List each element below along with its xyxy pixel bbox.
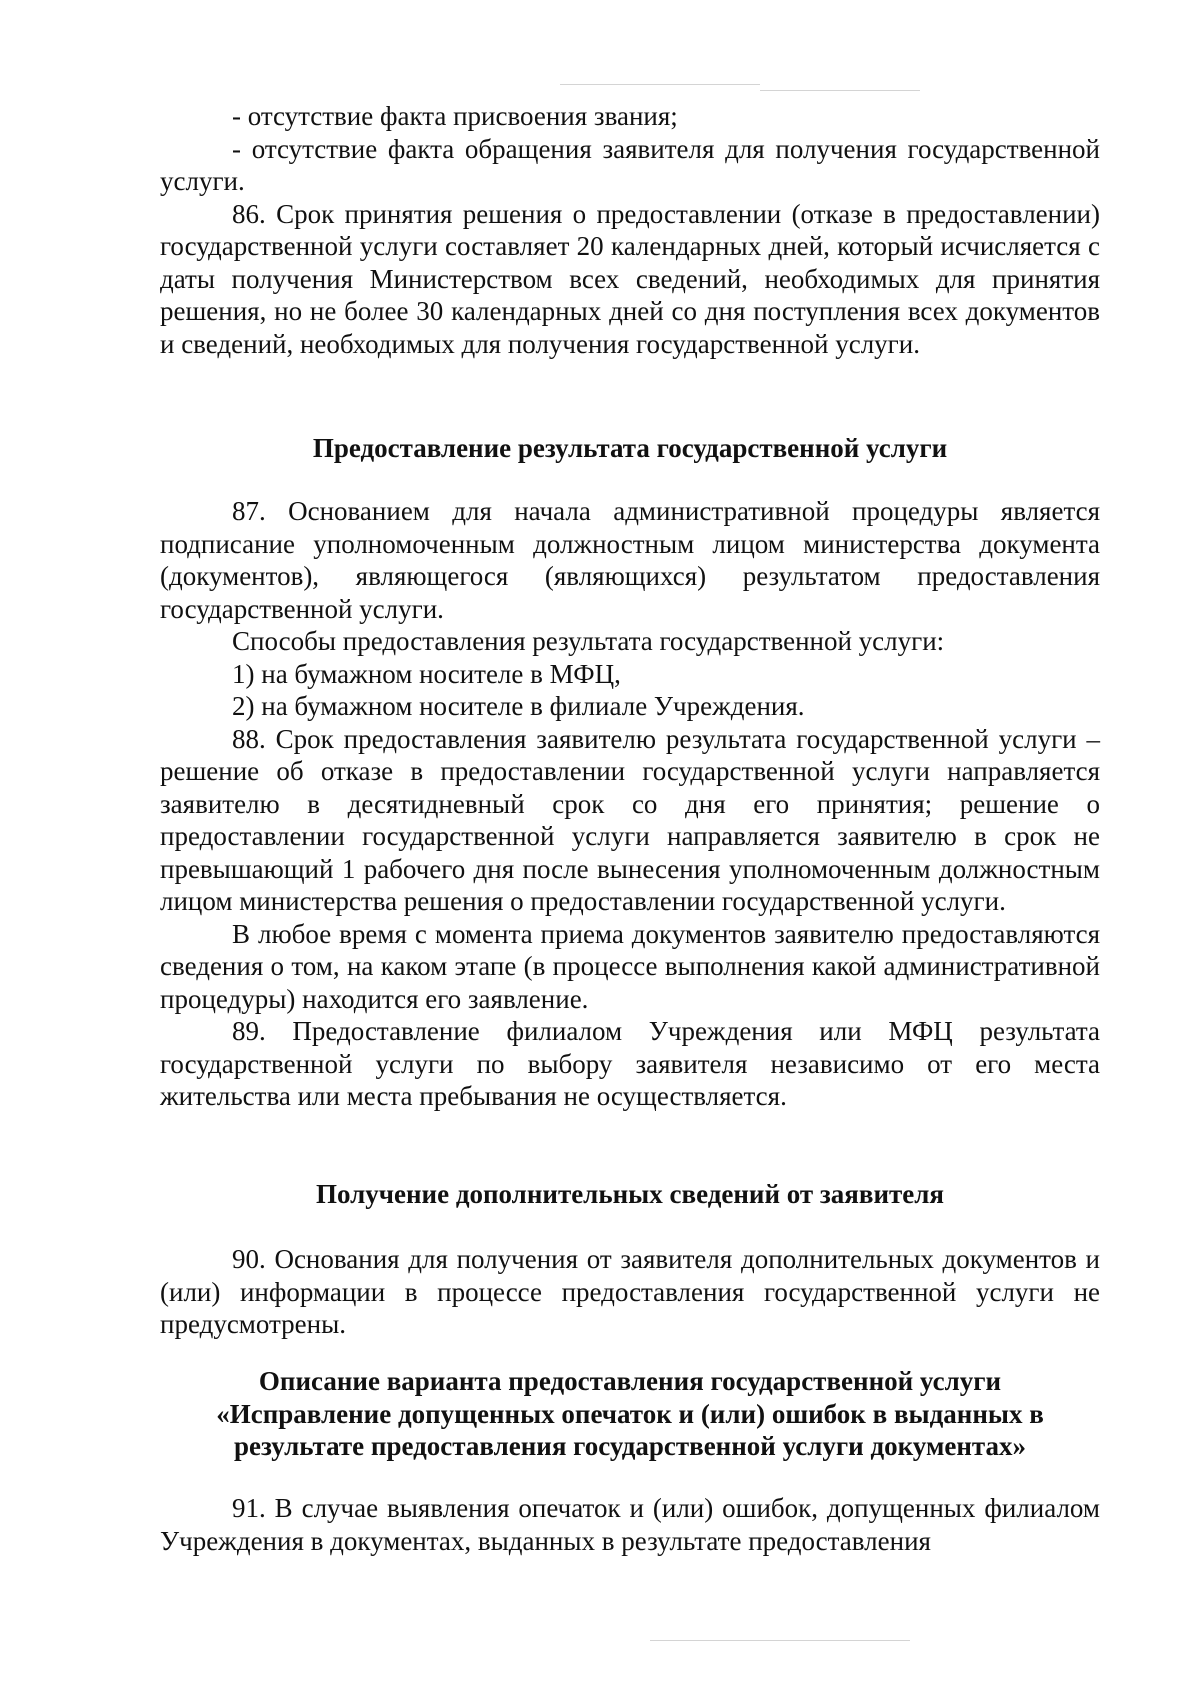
list-item: 1) на бумажном носителе в МФЦ,	[232, 658, 621, 689]
scan-artifact	[760, 90, 920, 91]
paragraph: В любое время с момента приема документов заявителю предоставляются сведения о том, на каком этапе (в процессе выполнения какой административной процедуры) находится его заявление.	[160, 918, 1100, 1014]
text-block-4	[160, 1492, 1100, 1557]
paragraph-91: 91. В случае выявления опечаток и (или) ошибок, допущенных филиалом Учреждения в документах, выданных в результате предоставления	[160, 1493, 1100, 1556]
list-item: 2) на бумажном носителе в филиале Учреждения.	[232, 691, 805, 721]
scan-artifact	[650, 1640, 910, 1641]
text-block-1	[160, 100, 1100, 360]
section-heading-corrections	[160, 1365, 1100, 1463]
paragraph: - отсутствие факта обращения заявителя для получения государственной услуги.	[160, 133, 1100, 196]
document-page	[160, 0, 1100, 1697]
paragraph-88: 88. Срок предоставления заявителю результата государственной услуги – решение об отказе в предоставлении государственной услуги направляется заявителю в десятидневный срок со дня его принятия; решение о предоставлении государственной услуги направляется заявителю в срок не превышающий 1 рабочего дня после вынесения уполномоченным должностным лицом министерства решения о предоставлении государственной услуги.	[160, 723, 1100, 916]
scan-artifact	[560, 84, 760, 85]
paragraph-87: 87. Основанием для начала административной процедуры является подписание уполномоченным должностным лицом министерства документа (документов), являющегося (являющихся) результатом предоставления государственной услуги.	[160, 496, 1100, 624]
section-heading-additional-info: Получение дополнительных сведений от заявителя	[315, 1179, 945, 1209]
paragraph: - отсутствие факта присвоения звания;	[232, 101, 678, 131]
paragraph-86: 86. Срок принятия решения о предоставлении (отказе в предоставлении) государственной услуги составляет 20 календарных дней, который исчисляется с даты получения Министерством всех сведений, необходимых для принятия решения, но не более 30 календарных дней со дня поступления всех документов и сведений, необходимых для получения государственной услуги.	[160, 198, 1100, 359]
paragraph: Способы предоставления результата государственной услуги:	[232, 626, 945, 656]
text-block-3	[160, 1243, 1100, 1341]
heading-line: «Исправление допущенных опечаток и (или) ошибок в выданных в	[216, 1398, 1044, 1429]
heading-line: Описание варианта предоставления государственной услуги	[258, 1366, 1002, 1396]
paragraph-89: 89. Предоставление филиалом Учреждения или МФЦ результата государственной услуги по выбору заявителя независимо от его места жительства или места пребывания не осуществляется.	[160, 1016, 1100, 1111]
heading-line: результате предоставления государственной услуги документах»	[234, 1431, 1026, 1461]
text-block-2	[160, 495, 1100, 1113]
section-heading-result: Предоставление результата государственной услуги	[312, 433, 948, 463]
paragraph-90: 90. Основания для получения от заявителя дополнительных документов и (или) информации в процессе предоставления государственной услуги не предусмотрены.	[160, 1244, 1100, 1339]
